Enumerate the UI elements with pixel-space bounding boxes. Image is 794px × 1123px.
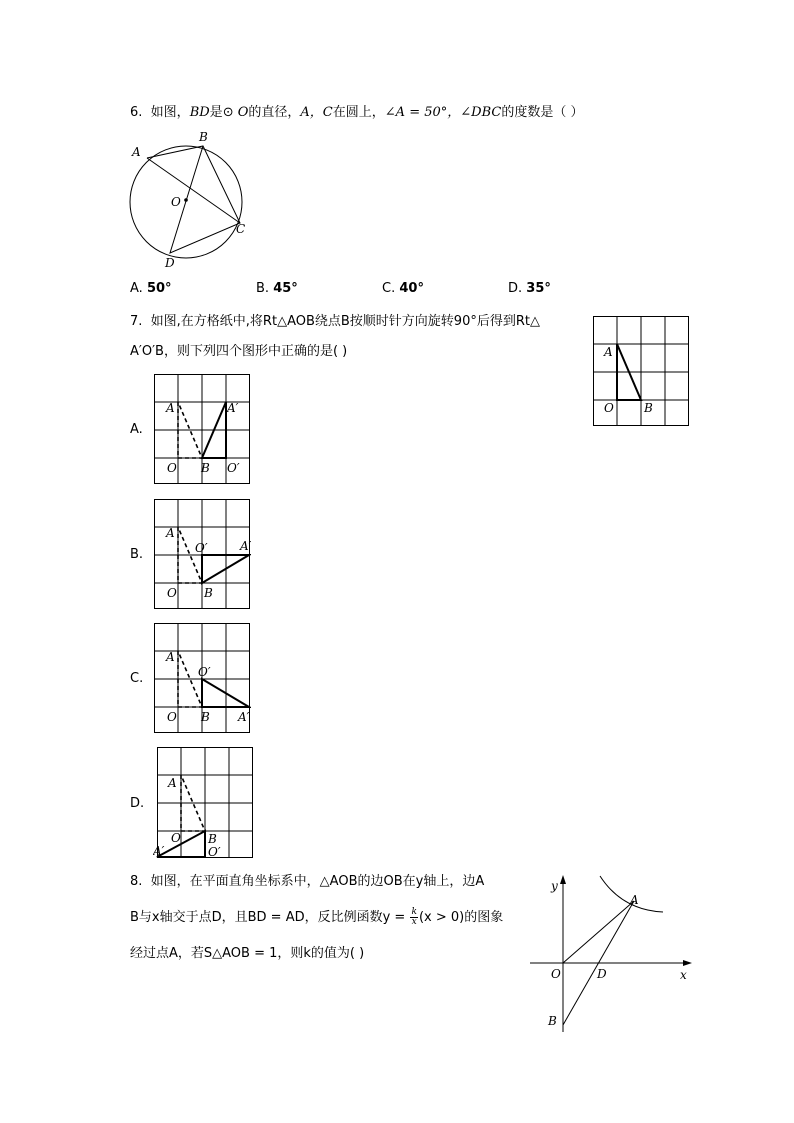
- q6-text: 如图，: [150, 105, 190, 120]
- q7-option-b-letter[interactable]: B.: [130, 547, 144, 562]
- q6-text: ⊙: [222, 105, 234, 120]
- q7-option-b-grid[interactable]: [154, 499, 251, 611]
- fraction-k-over-x: $\frac{k}{x}$: [411, 907, 417, 927]
- label-B: B: [644, 401, 653, 415]
- segment-OA: [563, 901, 634, 963]
- q6-text: O: [237, 105, 249, 120]
- label-A: A: [604, 345, 613, 359]
- q8-text: 如图，在平面直角坐标系中，△AOB的边OB在y轴上，边A: [150, 874, 485, 889]
- q6-text: 的度数是（ ）: [501, 105, 584, 120]
- svg-text:A′: A′: [240, 539, 251, 553]
- svg-text:A: A: [166, 526, 175, 540]
- label-B: B: [548, 1014, 557, 1028]
- y-axis-arrow-icon: [560, 875, 566, 884]
- svg-text:O: O: [171, 831, 181, 845]
- q6-option-d[interactable]: D. 35°: [508, 281, 551, 296]
- q6-text: 的直径，: [248, 105, 301, 120]
- q8-stem-line1: [130, 874, 484, 889]
- q6-text: A，C: [300, 105, 333, 120]
- q7-reference-grid: [593, 316, 690, 428]
- svg-text:O′: O′: [227, 461, 240, 475]
- label-A: A: [132, 145, 141, 159]
- chord-AC: [147, 158, 240, 223]
- q7-text: A′O′B，则下列四个图形中正确的是( ): [130, 344, 348, 359]
- label-D: D: [597, 967, 607, 981]
- q6-text: ∠A = 50°，∠DBC: [384, 105, 502, 120]
- center-dot: [184, 198, 188, 202]
- svg-text:B: B: [201, 461, 210, 475]
- label-C: C: [236, 222, 246, 236]
- q6-circle-figure: [125, 128, 255, 270]
- svg-text:B: B: [201, 710, 210, 724]
- label-O: O: [551, 967, 561, 981]
- svg-text:A: A: [166, 401, 175, 415]
- svg-text:B: B: [208, 832, 217, 846]
- q8-coordinate-figure: [530, 870, 695, 1035]
- q7-option-d-grid[interactable]: [153, 747, 254, 860]
- q6-text: 是: [209, 105, 223, 120]
- label-y: y: [551, 879, 558, 893]
- label-O: O: [171, 195, 181, 209]
- label-B: B: [199, 130, 208, 144]
- q6-text: 在圆上，: [332, 105, 385, 120]
- label-D: D: [165, 256, 175, 270]
- q7-option-a-letter[interactable]: A.: [130, 422, 143, 437]
- svg-text:O′: O′: [198, 665, 211, 679]
- q6-option-c[interactable]: C. 40°: [382, 281, 424, 296]
- svg-text:A′: A′: [238, 710, 250, 724]
- q7-option-c-grid[interactable]: [154, 623, 251, 735]
- q8-text: (x > 0)的图象: [418, 910, 504, 925]
- svg-text:O′: O′: [208, 845, 221, 859]
- q7-stem-line1: [130, 314, 540, 329]
- q8-stem-line2: [130, 908, 503, 927]
- svg-text:O: O: [167, 710, 177, 724]
- svg-text:B: B: [204, 586, 213, 600]
- svg-text:O′: O′: [195, 541, 208, 555]
- label-x: x: [680, 968, 687, 982]
- svg-text:A′: A′: [227, 401, 239, 415]
- label-O: O: [604, 401, 614, 415]
- q7-number: 7.: [130, 314, 143, 329]
- q6-option-b[interactable]: B. 45°: [256, 281, 298, 296]
- q8-text: B与x轴交于点D，且BD = AD，反比例函数y =: [130, 910, 410, 925]
- q7-stem-line2: [130, 344, 347, 359]
- q8-stem-line3: [130, 946, 364, 961]
- q7-text: 如图,在方格纸中,将Rt△AOB绕点B按顺时针方向旋转90°后得到Rt△: [150, 314, 540, 329]
- chords: [147, 146, 240, 253]
- q6-number: 6.: [130, 105, 143, 120]
- svg-text:O: O: [167, 586, 177, 600]
- label-A: A: [630, 893, 639, 907]
- q7-option-d-letter[interactable]: D.: [130, 796, 145, 811]
- q8-number: 8.: [130, 874, 143, 889]
- q8-text: 经过点A，若S△AOB = 1，则k的值为( ): [130, 946, 365, 961]
- q6-text: BD: [189, 105, 210, 120]
- svg-text:A: A: [166, 650, 175, 664]
- q6-option-a[interactable]: A. 50°: [130, 281, 172, 296]
- q7-option-c-letter[interactable]: C.: [130, 671, 144, 686]
- q7-option-a-grid[interactable]: [154, 374, 251, 486]
- x-axis-arrow-icon: [683, 960, 692, 966]
- svg-text:A′: A′: [153, 844, 165, 858]
- svg-text:A: A: [168, 776, 177, 790]
- svg-text:O: O: [167, 461, 177, 475]
- q6-stem: [130, 105, 583, 120]
